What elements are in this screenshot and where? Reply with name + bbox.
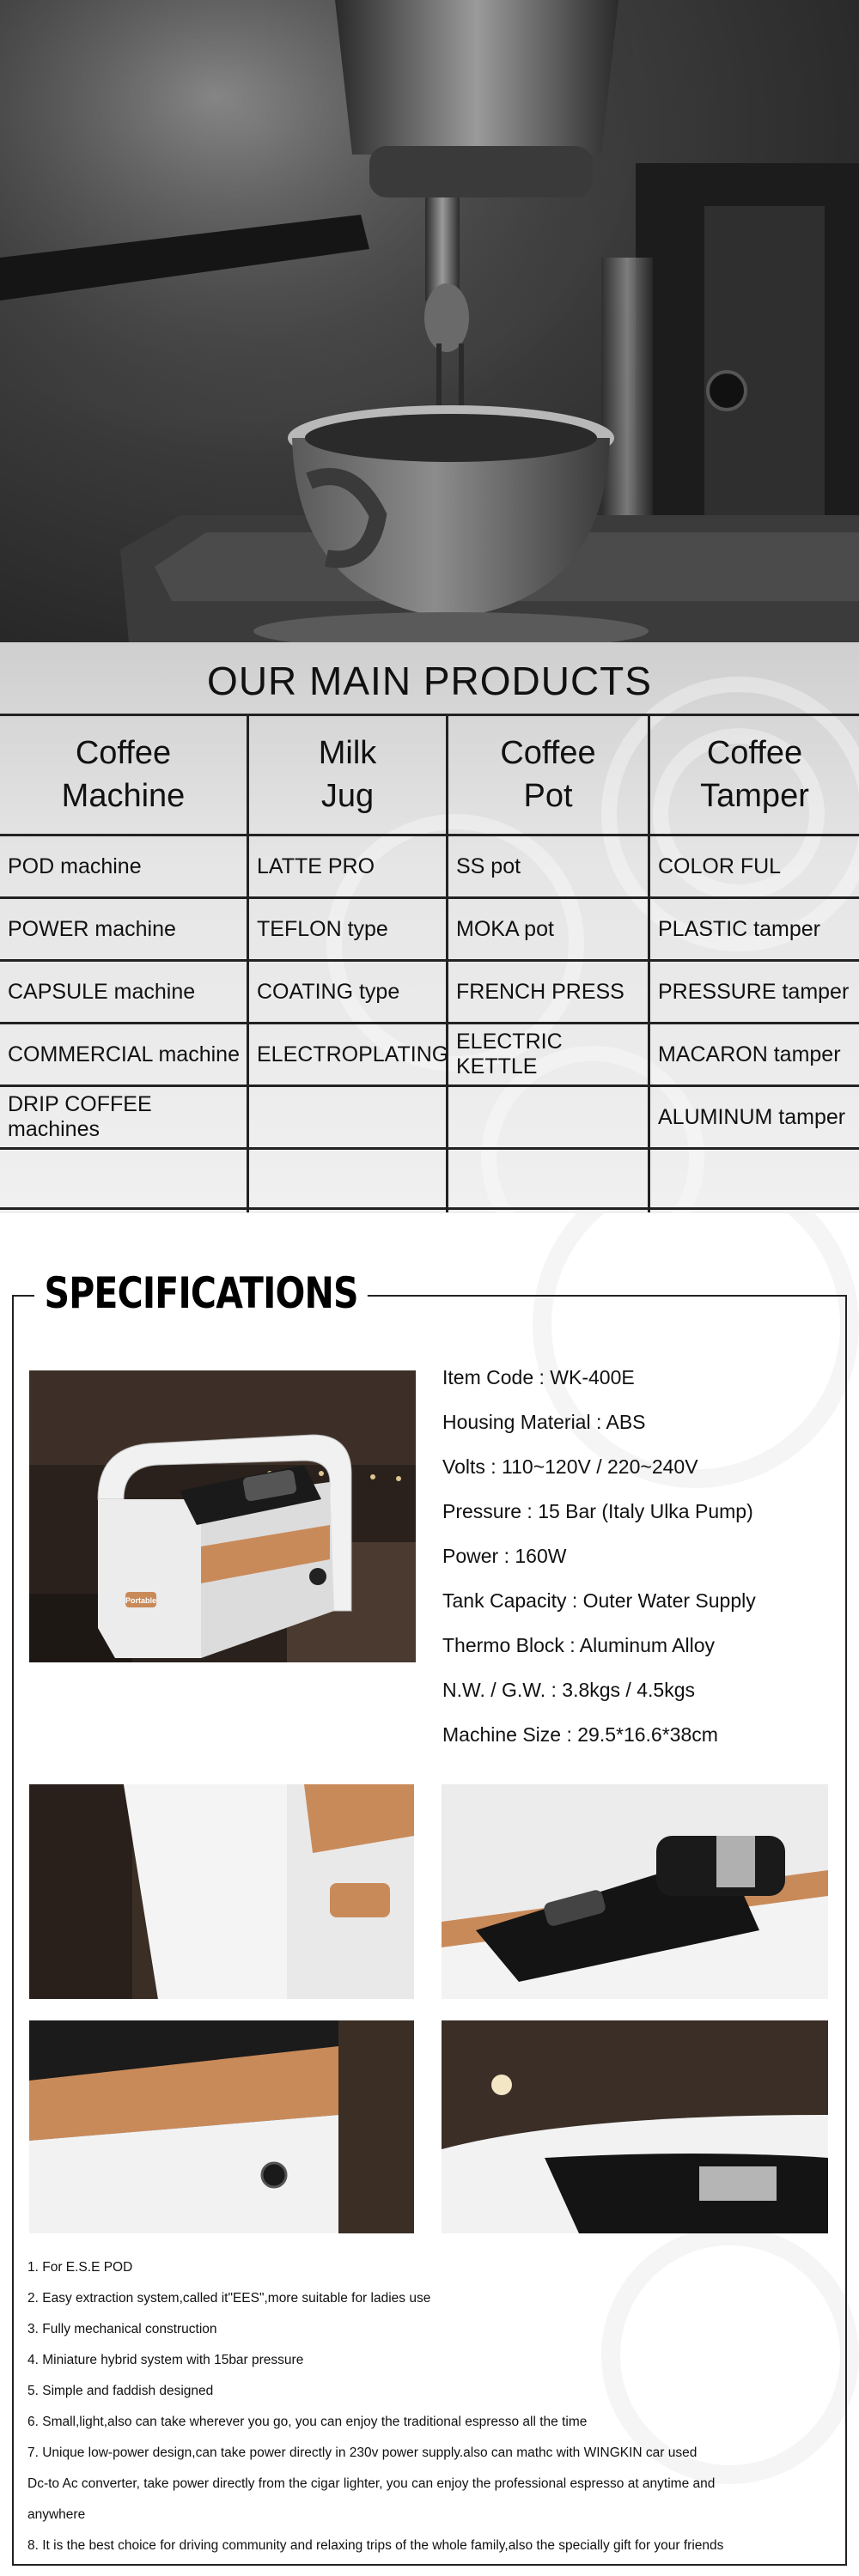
table-cell	[448, 1087, 650, 1150]
spec-tank-capacity: Tank Capacity : Outer Water Supply	[442, 1589, 756, 1612]
note-item: anywhere	[27, 2507, 86, 2522]
table-cell: TEFLON type	[249, 899, 448, 962]
spec-power: Power : 160W	[442, 1545, 567, 1567]
spec-volts: Volts : 110~120V / 220~240V	[442, 1455, 698, 1478]
note-item: 3. Fully mechanical construction	[27, 2322, 217, 2336]
note-item: 5. Simple and faddish designed	[27, 2384, 214, 2398]
table-cell	[249, 1150, 448, 1212]
product-detail-photo-button	[29, 2020, 414, 2233]
product-detail-photo-head	[442, 1784, 828, 1999]
header-milk-jug: Milk Jug	[249, 716, 448, 836]
table-cell	[448, 1150, 650, 1212]
spec-thermo-block: Thermo Block : Aluminum Alloy	[442, 1634, 716, 1656]
note-item: 8. It is the best choice for driving community and relaxing trips of the whole family,also the specially gift for your friends	[27, 2538, 724, 2553]
note-item: 7. Unique low-power design,can take power directly in 230v power supply.also can mathc with WINGKIN car used	[27, 2445, 698, 2460]
spec-list	[442, 1366, 838, 1768]
table-cell: ELECTRIC KETTLE	[448, 1024, 650, 1087]
table-cell: COLOR FUL	[650, 836, 859, 899]
product-detail-photo-top	[442, 2020, 828, 2233]
brand-badge: Portable	[125, 1596, 157, 1605]
products-title: OUR MAIN PRODUCTS	[207, 659, 652, 703]
hero-espresso-photo	[0, 0, 859, 642]
product-main-photo	[29, 1370, 416, 1662]
spec-housing-material: Housing Material : ABS	[442, 1411, 646, 1433]
note-item: 4. Miniature hybrid system with 15bar pressure	[27, 2353, 304, 2367]
product-detail-photo-side	[29, 1784, 414, 1999]
table-cell: COMMERCIAL machine	[0, 1024, 249, 1087]
spec-pressure: Pressure : 15 Bar (Italy Ulka Pump)	[442, 1500, 753, 1522]
products-table	[0, 714, 859, 1210]
table-cell: MACARON tamper	[650, 1024, 859, 1087]
spec-item-code: Item Code : WK-400E	[442, 1366, 635, 1388]
spec-machine-size: Machine Size : 29.5*16.6*38cm	[442, 1723, 718, 1746]
table-cell: PRESSURE tamper	[650, 962, 859, 1024]
spec-weight: N.W. / G.W. : 3.8kgs / 4.5kgs	[442, 1679, 695, 1701]
table-cell: PLASTIC tamper	[650, 899, 859, 962]
table-cell: POWER machine	[0, 899, 249, 962]
specifications-title: SPECIFICATIONS	[34, 1268, 368, 1318]
header-coffee-pot: Coffee Pot	[448, 716, 650, 836]
table-cell: POD machine	[0, 836, 249, 899]
note-item: Dc-to Ac converter, take power directly from the cigar lighter, you can enjoy the professional espresso at anytime and	[27, 2476, 716, 2491]
products-section	[0, 642, 859, 1213]
table-cell: SS pot	[448, 836, 650, 899]
table-cell	[650, 1150, 859, 1212]
table-cell: LATTE PRO	[249, 836, 448, 899]
feature-notes	[27, 2252, 844, 2561]
table-cell: FRENCH PRESS	[448, 962, 650, 1024]
note-item: 2. Easy extraction system,called it"EES",more suitable for ladies use	[27, 2291, 431, 2306]
header-coffee-tamper: Coffee Tamper	[650, 716, 859, 836]
table-cell: ALUMINUM tamper	[650, 1087, 859, 1150]
table-cell	[0, 1150, 249, 1212]
table-cell: COATING type	[249, 962, 448, 1024]
note-item: 6. Small,light,also can take wherever you go, you can enjoy the traditional espresso all the time	[27, 2415, 588, 2429]
table-cell	[249, 1087, 448, 1150]
table-cell: MOKA pot	[448, 899, 650, 962]
table-cell: DRIP COFFEE machines	[0, 1087, 249, 1150]
table-cell: ELECTROPLATING	[249, 1024, 448, 1087]
table-cell: CAPSULE machine	[0, 962, 249, 1024]
specifications-section	[0, 1213, 859, 2576]
note-item: 1. For E.S.E POD	[27, 2260, 133, 2275]
header-coffee-machine: Coffee Machine	[0, 716, 249, 836]
